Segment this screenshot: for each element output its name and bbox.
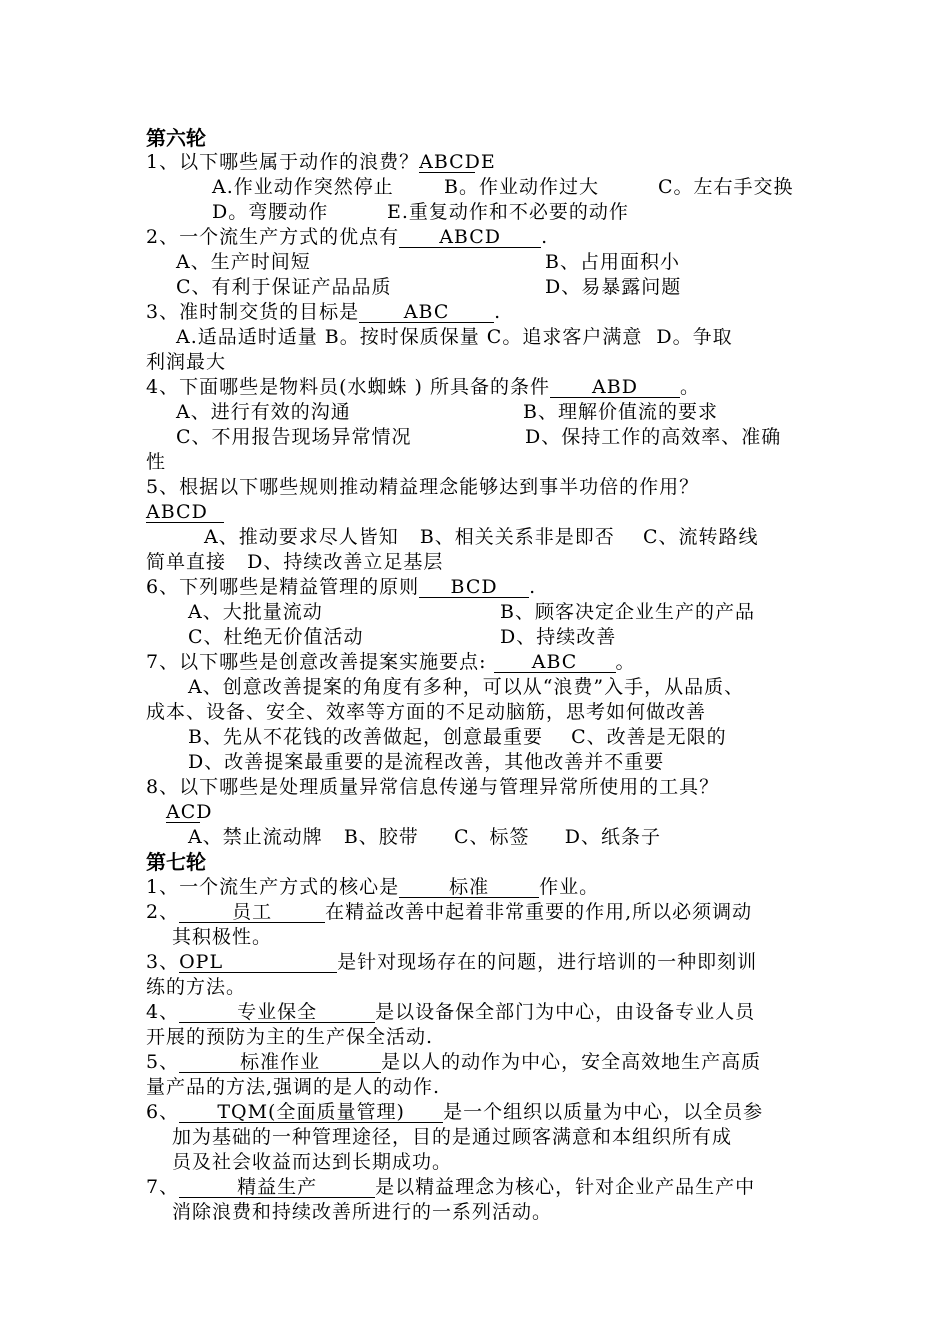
r6-q5-options-cont: 简单直接 D、持续改善立足基层	[146, 551, 444, 573]
r7-q5-cont: 量产品的方法,强调的是人的动作.	[146, 1076, 441, 1098]
r6-q2-answer: ABCD	[399, 227, 541, 248]
r6-q7-answer: ABC	[494, 652, 616, 673]
r7-q6: 6、 TQM(全面质量管理) 是一个组织以质量为中心，以全员参	[146, 1101, 764, 1123]
r6-q8-answer: ACD	[166, 801, 213, 823]
r7-q7: 7、 精益生产 是以精益理念为核心，针对企业产品生产中	[146, 1176, 756, 1198]
r6-q4: 4、下面哪些是物料员(水蜘蛛 ) 所具备的条件 ABD 。	[146, 376, 701, 398]
r7-q5-answer: 标准作业	[179, 1052, 381, 1073]
r6-q5-options: A、推动要求尽人皆知 B、相关关系非是即否 C、流转路线	[204, 526, 759, 548]
r6-q6-options-2: C、杜绝无价值活动 D、持续改善	[188, 626, 617, 648]
r6-q8-options: A、禁止流动牌 B、胶带 C、标签 D、纸条子	[188, 826, 661, 848]
r6-q7-option-a-cont: 成本、设备、安全、效率等方面的不足动脑筋，思考如何做改善	[146, 701, 707, 723]
r6-q1-options-1: A.作业动作突然停止 B。作业动作过大 C。左右手交换	[212, 176, 794, 198]
r6-q3: 3、准时制交货的目标是 ABC .	[146, 301, 502, 323]
r7-q4-cont: 开展的预防为主的生产保全活动.	[146, 1026, 434, 1048]
r6-q4-options-1: A、进行有效的沟通 B、理解价值流的要求	[176, 401, 718, 423]
r6-q2: 2、一个流生产方式的优点有 ABCD .	[146, 226, 549, 248]
r7-q2-cont: 其积极性。	[172, 926, 273, 948]
r6-q7-option-d: D、改善提案最重要的是流程改善，其他改善并不重要	[188, 751, 665, 773]
r6-q1-answer: ABCDE	[419, 151, 496, 173]
r6-q6-options-1: A、大批量流动 B、顾客决定企业生产的产品	[188, 601, 755, 623]
r6-q1: 1、以下哪些属于动作的浪费？ABCDE	[146, 151, 496, 173]
r6-q2-options-1: A、生产时间短 B、占用面积小	[176, 251, 680, 273]
r7-q1: 1、一个流生产方式的核心是 标准 作业。	[146, 876, 600, 898]
r7-q4-answer: 专业保全	[179, 1002, 375, 1023]
r6-q3-options-cont: 利润最大	[146, 351, 227, 373]
r6-q6: 6、下列哪些是精益管理的原则 BCD .	[146, 576, 537, 598]
r7-q7-cont: 消除浪费和持续改善所进行的一系列活动。	[172, 1201, 553, 1223]
r6-q5: 5、根据以下哪些规则推动精益理念能够达到事半功倍的作用？	[146, 476, 700, 498]
r7-q2-answer: 员工	[179, 902, 325, 923]
r6-q4-answer: ABD	[550, 377, 680, 398]
r7-q3-answer: OPL	[179, 952, 337, 973]
r6-q3-options: A.适品适时适量 B。按时保质保量 C。追求客户满意 D。争取	[176, 326, 733, 348]
r6-q6-answer: BCD	[419, 577, 529, 598]
r7-q6-cont2: 员及社会收益而达到长期成功。	[172, 1151, 453, 1173]
r7-q6-answer: TQM(全面质量管理)	[179, 1102, 443, 1123]
r7-q6-cont: 加为基础的一种管理途径，目的是通过顾客满意和本组织所有成	[172, 1126, 733, 1148]
r7-q2: 2、 员工 在精益改善中起着非常重要的作用,所以必须调动	[146, 901, 753, 923]
r7-q5: 5、 标准作业 是以人的动作为中心，安全高效地生产高质	[146, 1051, 762, 1073]
round7-heading: 第七轮	[146, 850, 206, 874]
r6-q5-answer: ABCD	[146, 502, 224, 523]
r6-q2-options-2: C、有利于保证产品品质 D、易暴露问题	[176, 276, 682, 298]
r6-q7-option-a: A、创意改善提案的角度有多种，可以从“浪费”入手，从品质、	[188, 676, 745, 698]
r6-q8-answer-line	[166, 800, 213, 824]
r6-q5-answer-line	[146, 500, 224, 524]
r6-q8: 8、以下哪些是处理质量异常信息传递与管理异常所使用的工具？	[146, 776, 720, 798]
round6-heading: 第六轮	[146, 126, 206, 150]
r6-q1-options-2: D。弯腰动作 E.重复动作和不必要的动作	[212, 201, 629, 223]
r6-q3-answer: ABC	[359, 302, 494, 323]
r6-q7: 7、以下哪些是创意改善提案实施要点: ABC 。	[146, 651, 636, 673]
r6-q4-options-2: C、不用报告现场异常情况 D、保持工作的高效率、准确	[176, 426, 782, 448]
r7-q3: 3、OPL 是针对现场存在的问题，进行培训的一种即刻训	[146, 951, 758, 973]
r7-q7-answer: 精益生产	[179, 1177, 375, 1198]
r7-q3-cont: 练的方法。	[146, 976, 247, 998]
r6-q7-option-bc: B、先从不花钱的改善做起，创意最重要 C、改善是无限的	[188, 726, 727, 748]
r7-q1-answer: 标准	[399, 877, 539, 898]
r6-q4-options-cont: 性	[146, 451, 167, 473]
r7-q4: 4、 专业保全 是以设备保全部门为中心，由设备专业人员	[146, 1001, 756, 1023]
